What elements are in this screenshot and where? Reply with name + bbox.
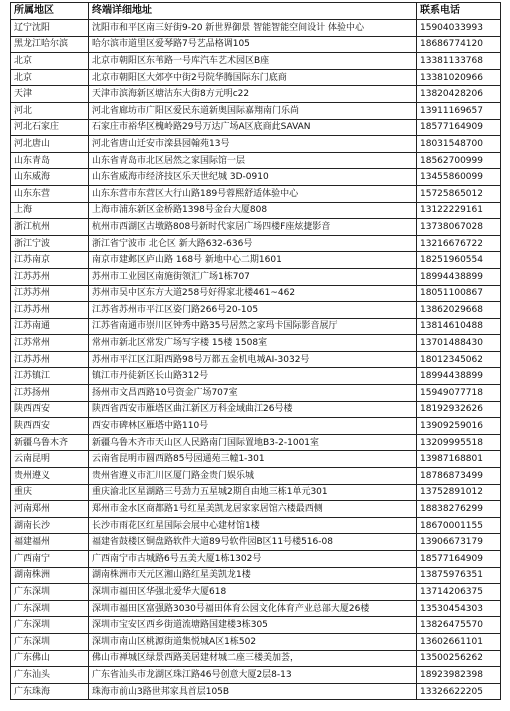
cell-address: 哈尔滨市道里区爱琴路7号艺品格调105 bbox=[89, 36, 417, 53]
cell-region: 湖南株洲 bbox=[11, 567, 89, 584]
table-row bbox=[11, 86, 501, 103]
cell-address: 苏州市平江区江阳西路98号万都五金机电城AI-3032号 bbox=[89, 351, 417, 368]
cell-address: 深圳市福田区富强路3030号福田体育公园文化体育产业总部大厦26楼 bbox=[89, 600, 417, 617]
cell-phone: 13826475570 bbox=[417, 617, 501, 634]
cell-region: 福建福州 bbox=[11, 534, 89, 551]
cell-region: 江苏苏州 bbox=[11, 268, 89, 285]
cell-address: 深圳市南山区桃源街道集悦城A区1栋502 bbox=[89, 633, 417, 650]
cell-phone: 18051100867 bbox=[417, 285, 501, 302]
table-row bbox=[11, 219, 501, 236]
cell-phone: 13500256262 bbox=[417, 650, 501, 667]
cell-region: 广东佛山 bbox=[11, 650, 89, 667]
cell-address: 新疆乌鲁木齐市天山区人民路南门国际置地B3-2-1001室 bbox=[89, 434, 417, 451]
cell-phone: 13381133768 bbox=[417, 53, 501, 70]
table-row bbox=[11, 351, 501, 368]
dealer-table-container bbox=[10, 2, 500, 700]
table-row bbox=[11, 368, 501, 385]
cell-address: 江苏省苏州市平江区姿门路266号20-105 bbox=[89, 302, 417, 319]
table-row bbox=[11, 152, 501, 169]
cell-phone: 13701488430 bbox=[417, 335, 501, 352]
cell-region: 山东青岛 bbox=[11, 152, 89, 169]
table-row bbox=[11, 650, 501, 667]
cell-region: 北京 bbox=[11, 69, 89, 86]
cell-address: 上海市浦东新区金桥路1398号金台大厦808 bbox=[89, 202, 417, 219]
table-row bbox=[11, 584, 501, 601]
cell-phone: 13714206375 bbox=[417, 584, 501, 601]
cell-phone: 13381020966 bbox=[417, 69, 501, 86]
cell-address: 山东省威海市经济技区乐天世纪城 3D-0910 bbox=[89, 169, 417, 186]
table-row bbox=[11, 567, 501, 584]
cell-address: 石家庄市裕华区槐岭路29号万达广场A区底商此SAVAN bbox=[89, 119, 417, 136]
cell-phone: 15904033993 bbox=[417, 20, 501, 37]
cell-region: 湖南长沙 bbox=[11, 517, 89, 534]
cell-region: 河北 bbox=[11, 102, 89, 119]
cell-region: 山东威海 bbox=[11, 169, 89, 186]
table-body bbox=[11, 20, 501, 700]
table-row bbox=[11, 633, 501, 650]
cell-phone: 15949077718 bbox=[417, 385, 501, 402]
cell-phone: 13602661101 bbox=[417, 633, 501, 650]
cell-region: 重庆 bbox=[11, 484, 89, 501]
cell-region: 上海 bbox=[11, 202, 89, 219]
cell-phone: 13906673179 bbox=[417, 534, 501, 551]
cell-region: 江苏苏州 bbox=[11, 302, 89, 319]
table-row bbox=[11, 617, 501, 634]
cell-region: 辽宁沈阳 bbox=[11, 20, 89, 37]
table-row bbox=[11, 683, 501, 700]
cell-address: 浙江省宁波市 北仑区 新大路632-636号 bbox=[89, 235, 417, 252]
cell-address: 重庆渝北区星湖路三号劲力五星城2期自由地三栋1单元301 bbox=[89, 484, 417, 501]
cell-region: 贵州遵义 bbox=[11, 468, 89, 485]
table-row bbox=[11, 53, 501, 70]
cell-region: 河南郑州 bbox=[11, 501, 89, 518]
table-row bbox=[11, 185, 501, 202]
cell-phone: 13875976351 bbox=[417, 567, 501, 584]
cell-address: 珠海市前山3路世邦家具首层105B bbox=[89, 683, 417, 700]
cell-phone: 18923982398 bbox=[417, 667, 501, 684]
cell-region: 陕西西安 bbox=[11, 401, 89, 418]
cell-phone: 18994438899 bbox=[417, 368, 501, 385]
cell-phone: 18031548700 bbox=[417, 136, 501, 153]
cell-region: 陕西西安 bbox=[11, 418, 89, 435]
table-row bbox=[11, 136, 501, 153]
table-row bbox=[11, 335, 501, 352]
cell-region: 江苏苏州 bbox=[11, 285, 89, 302]
cell-region: 新疆乌鲁木齐 bbox=[11, 434, 89, 451]
cell-phone: 13987168801 bbox=[417, 451, 501, 468]
table-row bbox=[11, 318, 501, 335]
table-row bbox=[11, 534, 501, 551]
table-row bbox=[11, 517, 501, 534]
cell-address: 湖南株洲市天元区湘山路红星美凯龙1楼 bbox=[89, 567, 417, 584]
cell-address: 云南省昆明市圆西路85号园通苑三幢1-301 bbox=[89, 451, 417, 468]
cell-address: 苏州市工业园区南施街领汇广场1栋707 bbox=[89, 268, 417, 285]
cell-address: 北京市朝阳区东苇路一号库汽车艺术园区B座 bbox=[89, 53, 417, 70]
cell-phone: 13862029668 bbox=[417, 302, 501, 319]
cell-address: 福建省鼓楼区铜盘路软件大道89号软件园B区11号楼516-08 bbox=[89, 534, 417, 551]
table-row bbox=[11, 385, 501, 402]
table-row bbox=[11, 434, 501, 451]
cell-region: 广西南宁 bbox=[11, 551, 89, 568]
table-row bbox=[11, 252, 501, 269]
table-row bbox=[11, 69, 501, 86]
cell-address: 杭州市西湖区古墩路808号新时代家居广场四楼F座炫捷影音 bbox=[89, 219, 417, 236]
cell-phone: 13455860099 bbox=[417, 169, 501, 186]
table-row bbox=[11, 119, 501, 136]
cell-phone: 18838276299 bbox=[417, 501, 501, 518]
table-row bbox=[11, 551, 501, 568]
cell-address: 深圳市福田区华强北爱华大厦618 bbox=[89, 584, 417, 601]
cell-phone: 18577164909 bbox=[417, 119, 501, 136]
cell-address: 南京市建邺区庐山路 168号 新地中心二期1601 bbox=[89, 252, 417, 269]
table-row bbox=[11, 20, 501, 37]
cell-phone: 13911169657 bbox=[417, 102, 501, 119]
cell-address: 北京市朝阳区大郊亭中街2号院华腾国际东门底商 bbox=[89, 69, 417, 86]
table-row bbox=[11, 285, 501, 302]
cell-address: 河北省唐山迁安市滦县园翰苑13号 bbox=[89, 136, 417, 153]
table-row bbox=[11, 501, 501, 518]
cell-address: 郑州市金水区商都路1号红星美凯龙居家家居馆六楼最西侧 bbox=[89, 501, 417, 518]
cell-address: 苏州市吴中区东方大道258号好得家北楼461~462 bbox=[89, 285, 417, 302]
cell-address: 扬州市文昌西路10号资金广场707室 bbox=[89, 385, 417, 402]
cell-phone: 18577164909 bbox=[417, 551, 501, 568]
cell-region: 云南昆明 bbox=[11, 451, 89, 468]
cell-address: 山东东营市东营区大行山路189号蓉熙舒适体验中心 bbox=[89, 185, 417, 202]
cell-region: 江苏南通 bbox=[11, 318, 89, 335]
dealer-table bbox=[10, 2, 501, 700]
cell-address: 西安市碑林区雁塔中路110号 bbox=[89, 418, 417, 435]
table-row bbox=[11, 418, 501, 435]
table-row bbox=[11, 600, 501, 617]
header-region: 所属地区 bbox=[11, 3, 89, 20]
cell-address: 陕西省西安市雁塔区曲江新区万科金域曲江26号楼 bbox=[89, 401, 417, 418]
cell-region: 江苏常州 bbox=[11, 335, 89, 352]
cell-region: 山东东营 bbox=[11, 185, 89, 202]
cell-address: 江苏省南通市崇川区钟秀中路35号居然之家玛卡国际影音展厅 bbox=[89, 318, 417, 335]
header-phone: 联系电话 bbox=[417, 3, 501, 20]
cell-phone: 18562700999 bbox=[417, 152, 501, 169]
cell-region: 浙江宁波 bbox=[11, 235, 89, 252]
table-row bbox=[11, 169, 501, 186]
cell-region: 广东深圳 bbox=[11, 584, 89, 601]
cell-address: 河北省廊坊市广阳区爱民东道新奥国际嘉翔南门乐尚 bbox=[89, 102, 417, 119]
cell-address: 广东省汕头市龙湖区珠江路46号创意大厦2层8-13 bbox=[89, 667, 417, 684]
cell-phone: 13752891012 bbox=[417, 484, 501, 501]
cell-address: 沈阳市和平区南三好街9-20 新世界御景 智能智能空间设计 体验中心 bbox=[89, 20, 417, 37]
cell-region: 广东深圳 bbox=[11, 617, 89, 634]
cell-region: 黑龙江哈尔滨 bbox=[11, 36, 89, 53]
cell-address: 佛山市禅城区绿景西路美居建材城二座三楼美加荟， bbox=[89, 650, 417, 667]
cell-phone: 18786873499 bbox=[417, 468, 501, 485]
cell-phone: 13738067028 bbox=[417, 219, 501, 236]
cell-phone: 18251960554 bbox=[417, 252, 501, 269]
cell-phone: 13122229161 bbox=[417, 202, 501, 219]
cell-region: 天津 bbox=[11, 86, 89, 103]
table-row bbox=[11, 484, 501, 501]
cell-region: 河北石家庄 bbox=[11, 119, 89, 136]
cell-phone: 15725865012 bbox=[417, 185, 501, 202]
cell-address: 山东省青岛市北区居然之家国际馆一层 bbox=[89, 152, 417, 169]
cell-phone: 13909259016 bbox=[417, 418, 501, 435]
cell-phone: 13820428206 bbox=[417, 86, 501, 103]
table-row bbox=[11, 468, 501, 485]
table-row bbox=[11, 36, 501, 53]
table-row bbox=[11, 235, 501, 252]
cell-region: 浙江杭州 bbox=[11, 219, 89, 236]
cell-address: 常州市新北区常发广场写字楼 15楼 1508室 bbox=[89, 335, 417, 352]
cell-region: 北京 bbox=[11, 53, 89, 70]
cell-address: 贵州省遵义市汇川区厦门路金贵门娱乐城 bbox=[89, 468, 417, 485]
cell-region: 广东珠海 bbox=[11, 683, 89, 700]
cell-phone: 18012345062 bbox=[417, 351, 501, 368]
cell-phone: 18192932626 bbox=[417, 401, 501, 418]
cell-phone: 18994438899 bbox=[417, 268, 501, 285]
cell-phone: 13209995518 bbox=[417, 434, 501, 451]
cell-region: 江苏南京 bbox=[11, 252, 89, 269]
table-row bbox=[11, 667, 501, 684]
cell-address: 深圳市宝安区西乡街道流塘路国建楼3栋305 bbox=[89, 617, 417, 634]
cell-phone: 13814610488 bbox=[417, 318, 501, 335]
cell-region: 广东汕头 bbox=[11, 667, 89, 684]
cell-region: 江苏苏州 bbox=[11, 351, 89, 368]
cell-region: 广东深圳 bbox=[11, 600, 89, 617]
table-row bbox=[11, 268, 501, 285]
cell-address: 天津市滨海新区塘沽东大街8方元明c22 bbox=[89, 86, 417, 103]
cell-phone: 18670001155 bbox=[417, 517, 501, 534]
cell-phone: 18686774120 bbox=[417, 36, 501, 53]
table-row bbox=[11, 401, 501, 418]
header-address: 终端详细地址 bbox=[89, 3, 417, 20]
cell-phone: 13216676722 bbox=[417, 235, 501, 252]
table-row bbox=[11, 302, 501, 319]
cell-phone: 13326622205 bbox=[417, 683, 501, 700]
cell-address: 镇江市丹徒新区长山路312号 bbox=[89, 368, 417, 385]
table-header-row bbox=[11, 3, 501, 20]
cell-address: 广西南宁市古城路6号五美大厦1栋1302号 bbox=[89, 551, 417, 568]
table-row bbox=[11, 451, 501, 468]
cell-region: 江苏镇江 bbox=[11, 368, 89, 385]
cell-phone: 13530454303 bbox=[417, 600, 501, 617]
cell-region: 河北唐山 bbox=[11, 136, 89, 153]
cell-region: 广东深圳 bbox=[11, 633, 89, 650]
cell-address: 长沙市雨花区红星国际会展中心建材馆1楼 bbox=[89, 517, 417, 534]
table-row bbox=[11, 102, 501, 119]
cell-region: 江苏扬州 bbox=[11, 385, 89, 402]
table-row bbox=[11, 202, 501, 219]
